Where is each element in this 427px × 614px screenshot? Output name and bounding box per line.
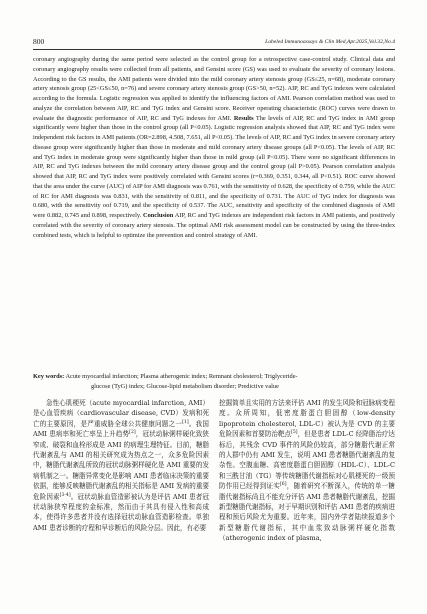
abstract-conclusion-text: AIP, RC and TyG indexes are independent risk factors in AMI patients, and positively correlated with the severity of coronary artery stenosis. The optimal AMI risk assessment model can be constructed by using the three-index combined tests, which is helpful to optimize the prevention and control strategy of AMI. — [33, 212, 395, 239]
page-header — [33, 38, 395, 46]
body-text: 。冠状动脉血管造影被认为是评估 AMI 患者冠状动脉狭窄程度的金标准，然而由于其具有侵入性和高成本，使得许多患者并没有选择冠状动脉血管造影检查。单独 AMI 患者诊断的疗程和早诊断后的风险分层。因此，有必要 — [33, 492, 209, 532]
english-abstract — [33, 55, 395, 240]
body-left-column — [33, 398, 209, 544]
journal-citation: Labeled Immunoassays & Clin Med,Apr.2025,Vol.32,No.4 — [265, 39, 395, 45]
citation-ref: [2] — [129, 430, 136, 436]
body-text: ，随着研究不断深入，传统的单一糖脂代谢指标尚且不能充分评估 AMI 患者糖脂代谢紊乱，挖掘新型糖脂代谢指标，对于早期识别和评估 AMI 患者的疾病进程和预后风险尤为重要。近年来，国内外学者陆续报道多个新型糖脂代谢指标，其中血浆致动脉粥样硬化指数（atherogenic index of plasma, — [219, 482, 395, 543]
citation-ref: [3-4] — [59, 492, 71, 498]
body-text: 挖掘简单且实用的方法来评估 AMI 的发生风险和冠脉病变程度。众所周知，低密度脂蛋白胆固醇（low-density lipoprotein cholesterol, LDL-C）被认为是 CVD 的主要危险因素和首要防治靶点 — [219, 399, 395, 439]
keywords — [33, 372, 395, 392]
keywords-line-1: Acute myocardial infarction; Plasma atherogenic index; Remnant cholesterol; Triglyceride- — [65, 373, 298, 380]
abstract-methods-text: coronary angiography during the same period were selected as the control group for a retrospective case-control study. Clinical data and coronary angiography results were collected from all patients, and Gensini score (GS) was used to evaluate the severity of coronary lesions. According to the GS results, the AMI patients were divided into the mild coronary artery stenosis group (GS≤25, n=68), moderate coronary artery stenosis group (25<GS≤50, n=76) and severe coronary artery stenosis group (GS>50, n=52). AIP, RC and TyG indexes were calculated according to the formula. Logistic regression was applied to identify the influencing factors of AMI. Pearson correlation method was used to analyze the correlation between AIP, RC and TyG index and Gensini score. Receiver operating characteristic (ROC) curves were drawn to evaluate the diagnostic performance of AIP, RC and TyG indexes for AMI. — [33, 56, 395, 122]
header-rule — [33, 49, 395, 50]
page-number: 800 — [33, 37, 45, 46]
citation-ref: [6] — [280, 482, 287, 488]
citation-ref: [1] — [182, 419, 189, 425]
citation-ref: [5] — [291, 430, 298, 436]
results-label: Results — [233, 114, 254, 122]
keywords-line-2: glucose (TyG) index; Glucose-lipid metabolism disorder; Predictive value — [91, 382, 279, 390]
body-text: 急性心肌梗死（acute myocardial infarction, AMI）是心血管疾病（cardiovascular disease, CVD）发病和死亡的主要原因，是严重威胁全球公共健康问题之一 — [33, 399, 209, 428]
body-text: ，冠状动脉粥样硬化致狭窄或、破裂和血栓形成是 AMI 的病理生理特征。目前，糖脂代谢紊乱与 AMI 的相关研究成为热点之一，众多危险因素中，糖脂代谢紊乱所致的冠状动脉粥样硬化是 AMI 重要的发病机制之一。糖脂异常变化是影响 AMI 患者临床决策的重要依据，能够反映糖脂代谢紊乱的相关指标是 AMI 发病的重要危险因素 — [33, 430, 209, 501]
body-right-column — [219, 398, 395, 544]
body-text: ，但是患者 LDL-C 经降脂治疗达标后，其残余 CVD 事件的风险仍较高，部分糖脂代谢正常的人群中仍有 AMI 发生，说明 AMI 患者糖脂代谢紊乱的复杂性。空腹血糖、高密度脂蛋白胆固醇（HDL-C）、LDL-C 和三酰甘油（TG）等传统糖脂代谢指标对心肌梗死的一级预防作用已经得到证实 — [219, 430, 395, 491]
body-columns — [33, 398, 395, 544]
keywords-label: Key words: — [33, 373, 65, 380]
conclusion-label: Conclusion — [142, 212, 174, 219]
body-text: 。我国 AMI 患病率和死亡率呈上升趋势 — [33, 419, 209, 439]
abstract-results-text: The levels of AIP, RC and TyG index in AMI group significantly were higher than those in the control group (all P<0.05). Logistic regression analysis showed that AIP, RC and TyG index were independent risk factors in AMI patients (OR=2.898, 4.508, 7.651, all P<0.05). The levels of AIP, RC and TyG index in severe coronary artery disease group were significantly higher than those in moderate and mild coronary artery disease groups (all P<0.05). The levels of AIP, RC and TyG index in moderate group were significantly higher than those in mild group (all P<0.05). There were no significant differences in AIP, RC and TyG indexes between the mild coronary artery disease group and the control group (all P>0.05). Pearson correlation analysis showed that AIP, RC and TyG index were positively correlated with Gensini scores (r=0.369, 0.351, 0.344, all P<0.51). ROC curve showed that the area under the curve (AUC) of AIP for AMI diagnosis was 0.761, with the sensitivity of 0.628, the specificity of 0.759, while the AUC of RC for AMI diagnosis was 0.831, with the sensitivity of 0.811, and the specificity of 0.731. The AUC of TyG index for diagnosis was 0.680, with the sensitivity oof 0.719, and the specificity of 0.537. The AUC, sensitivity and specificity of the combined diagnosis of AMI were 0.882, 0.745 and 0.898, respectively. — [33, 114, 395, 219]
